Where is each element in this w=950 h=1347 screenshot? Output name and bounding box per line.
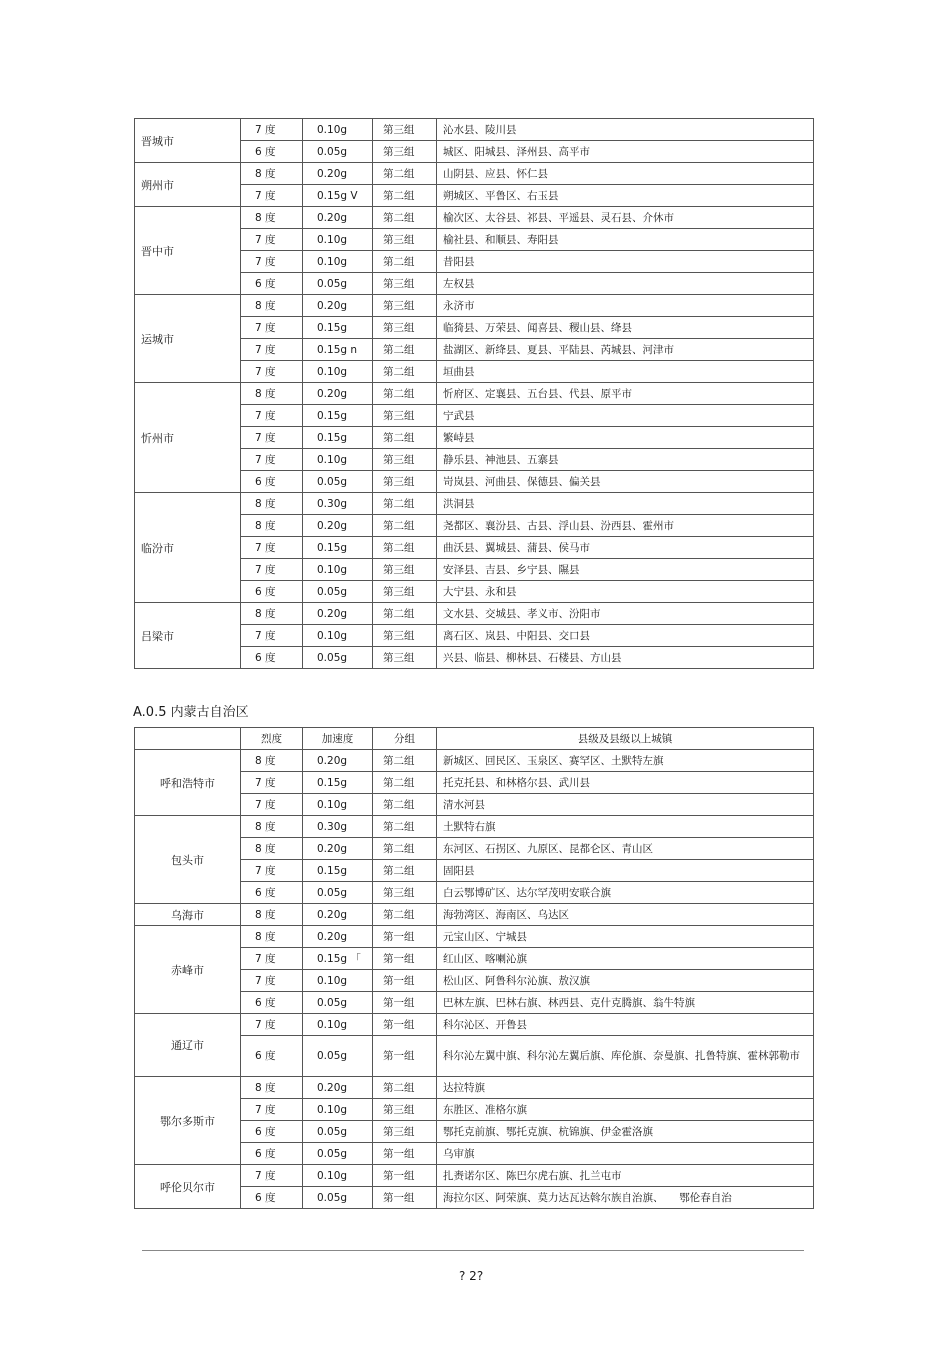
page-number: ? 2? (459, 1269, 484, 1283)
acceleration-cell: 0.05g (303, 273, 373, 295)
inner-mongolia-seismic-table (134, 727, 814, 1209)
counties-cell: 朔城区、平鲁区、右玉县 (437, 185, 814, 207)
counties-cell: 达拉特旗 (437, 1077, 814, 1099)
group-cell: 第一组 (373, 1036, 437, 1077)
group-cell: 第二组 (373, 750, 437, 772)
counties-cell: 固阳县 (437, 860, 814, 882)
group-cell: 第二组 (373, 383, 437, 405)
group-cell: 第二组 (373, 816, 437, 838)
intensity-cell: 6 度 (241, 1143, 303, 1165)
table-row (135, 1014, 814, 1036)
group-cell: 第三组 (373, 625, 437, 647)
counties-cell: 宁武县 (437, 405, 814, 427)
counties-cell: 文水县、交城县、孝义市、汾阳市 (437, 603, 814, 625)
acceleration-cell: 0.10g (303, 251, 373, 273)
table-row (135, 603, 814, 625)
counties-cell: 土默特右旗 (437, 816, 814, 838)
city-name: 晋中市 (135, 207, 241, 295)
acceleration-cell: 0.10g (303, 1014, 373, 1036)
counties-cell: 繁峙县 (437, 427, 814, 449)
group-cell: 第二组 (373, 603, 437, 625)
intensity-cell: 7 度 (241, 251, 303, 273)
counties-cell: 清水河县 (437, 794, 814, 816)
group-cell: 第二组 (373, 339, 437, 361)
table-row (135, 493, 814, 515)
table-row (135, 207, 814, 229)
acceleration-cell: 0.10g (303, 625, 373, 647)
city-name: 呼伦贝尔市 (135, 1165, 241, 1209)
acceleration-cell: 0.20g (303, 603, 373, 625)
group-cell: 第三组 (373, 229, 437, 251)
acceleration-cell: 0.20g (303, 750, 373, 772)
group-cell: 第二组 (373, 251, 437, 273)
intensity-cell: 8 度 (241, 838, 303, 860)
acceleration-cell: 0.15g V (303, 185, 373, 207)
group-cell: 第一组 (373, 992, 437, 1014)
intensity-cell: 8 度 (241, 603, 303, 625)
intensity-cell: 7 度 (241, 339, 303, 361)
group-cell: 第一组 (373, 970, 437, 992)
intensity-cell: 7 度 (241, 1099, 303, 1121)
group-cell: 第一组 (373, 1187, 437, 1209)
group-cell: 第三组 (373, 273, 437, 295)
counties-cell: 海勃湾区、海南区、乌达区 (437, 904, 814, 926)
acceleration-cell: 0.20g (303, 1077, 373, 1099)
acceleration-cell: 0.20g (303, 295, 373, 317)
group-cell: 第二组 (373, 772, 437, 794)
group-cell: 第二组 (373, 185, 437, 207)
counties-cell: 乌审旗 (437, 1143, 814, 1165)
counties-cell: 松山区、阿鲁科尔沁旗、敖汉旗 (437, 970, 814, 992)
acceleration-cell: 0.05g (303, 882, 373, 904)
city-name: 晋城市 (135, 119, 241, 163)
city-name: 忻州市 (135, 383, 241, 493)
group-cell: 第三组 (373, 1099, 437, 1121)
counties-cell: 大宁县、永和县 (437, 581, 814, 603)
group-cell: 第二组 (373, 361, 437, 383)
group-cell: 第三组 (373, 405, 437, 427)
intensity-cell: 7 度 (241, 1165, 303, 1187)
counties-cell: 静乐县、神池县、五寨县 (437, 449, 814, 471)
intensity-cell: 7 度 (241, 559, 303, 581)
header-acceleration: 加速度 (303, 728, 373, 750)
counties-cell: 洪洞县 (437, 493, 814, 515)
intensity-cell: 8 度 (241, 816, 303, 838)
table-row (135, 163, 814, 185)
group-cell: 第二组 (373, 493, 437, 515)
acceleration-cell: 0.05g (303, 1187, 373, 1209)
intensity-cell: 8 度 (241, 493, 303, 515)
city-name: 包头市 (135, 816, 241, 904)
acceleration-cell: 0.15g (303, 537, 373, 559)
city-name: 鄂尔多斯市 (135, 1077, 241, 1165)
table-row (135, 119, 814, 141)
counties-cell: 扎赉诺尔区、陈巴尔虎右旗、扎兰屯市 (437, 1165, 814, 1187)
intensity-cell: 6 度 (241, 1121, 303, 1143)
group-cell: 第三组 (373, 449, 437, 471)
table-row (135, 904, 814, 926)
counties-cell: 曲沃县、翼城县、蒲县、侯马市 (437, 537, 814, 559)
group-cell: 第三组 (373, 471, 437, 493)
city-name: 呼和浩特市 (135, 750, 241, 816)
acceleration-cell: 0.20g (303, 904, 373, 926)
counties-cell: 榆次区、太谷县、祁县、平遥县、灵石县、介休市 (437, 207, 814, 229)
acceleration-cell: 0.15g (303, 772, 373, 794)
counties-cell: 永济市 (437, 295, 814, 317)
city-name: 临汾市 (135, 493, 241, 603)
group-cell: 第三组 (373, 581, 437, 603)
acceleration-cell: 0.05g (303, 141, 373, 163)
group-cell: 第三组 (373, 647, 437, 669)
intensity-cell: 6 度 (241, 273, 303, 295)
acceleration-cell: 0.10g (303, 449, 373, 471)
group-cell: 第一组 (373, 1143, 437, 1165)
acceleration-cell: 0.10g (303, 361, 373, 383)
intensity-cell: 7 度 (241, 185, 303, 207)
counties-cell: 托克托县、和林格尔县、武川县 (437, 772, 814, 794)
group-cell: 第一组 (373, 948, 437, 970)
counties-cell: 山阴县、应县、怀仁县 (437, 163, 814, 185)
counties-cell: 离石区、岚县、中阳县、交口县 (437, 625, 814, 647)
acceleration-cell: 0.05g (303, 1121, 373, 1143)
group-cell: 第三组 (373, 559, 437, 581)
group-cell: 第三组 (373, 141, 437, 163)
intensity-cell: 6 度 (241, 141, 303, 163)
table-header-row (135, 728, 814, 750)
counties-cell: 科尔沁区、开鲁县 (437, 1014, 814, 1036)
acceleration-cell: 0.05g (303, 581, 373, 603)
group-cell: 第二组 (373, 207, 437, 229)
group-cell: 第一组 (373, 926, 437, 948)
group-cell: 第二组 (373, 163, 437, 185)
acceleration-cell: 0.15g (303, 860, 373, 882)
group-cell: 第二组 (373, 860, 437, 882)
table-row (135, 1077, 814, 1099)
acceleration-cell: 0.20g (303, 926, 373, 948)
footer-divider (142, 1250, 804, 1251)
acceleration-cell: 0.10g (303, 559, 373, 581)
intensity-cell: 8 度 (241, 163, 303, 185)
group-cell: 第一组 (373, 1014, 437, 1036)
acceleration-cell: 0.15g (303, 405, 373, 427)
city-name: 赤峰市 (135, 926, 241, 1014)
intensity-cell: 7 度 (241, 860, 303, 882)
shanxi-seismic-table (134, 118, 814, 669)
city-name: 运城市 (135, 295, 241, 383)
table-row (135, 750, 814, 772)
section-title: A.0.5 内蒙古自治区 (133, 705, 249, 720)
counties-cell: 昔阳县 (437, 251, 814, 273)
counties-cell: 临猗县、万荣县、闻喜县、稷山县、绛县 (437, 317, 814, 339)
table-row (135, 1165, 814, 1187)
intensity-cell: 6 度 (241, 471, 303, 493)
group-cell: 第三组 (373, 119, 437, 141)
intensity-cell: 8 度 (241, 207, 303, 229)
header-city (135, 728, 241, 750)
intensity-cell: 7 度 (241, 229, 303, 251)
counties-cell: 兴县、临县、柳林县、石楼县、方山县 (437, 647, 814, 669)
intensity-cell: 8 度 (241, 383, 303, 405)
intensity-cell: 6 度 (241, 882, 303, 904)
intensity-cell: 7 度 (241, 119, 303, 141)
group-cell: 第二组 (373, 904, 437, 926)
group-cell: 第二组 (373, 794, 437, 816)
intensity-cell: 7 度 (241, 794, 303, 816)
acceleration-cell: 0.20g (303, 383, 373, 405)
intensity-cell: 7 度 (241, 317, 303, 339)
header-intensity: 烈度 (241, 728, 303, 750)
acceleration-cell: 0.20g (303, 838, 373, 860)
acceleration-cell: 0.05g (303, 471, 373, 493)
acceleration-cell: 0.15g n (303, 339, 373, 361)
acceleration-cell: 0.30g (303, 816, 373, 838)
acceleration-cell: 0.30g (303, 493, 373, 515)
group-cell: 第三组 (373, 295, 437, 317)
acceleration-cell: 0.15g 「 (303, 948, 373, 970)
counties-cell: 巴林左旗、巴林右旗、林西县、克什克腾旗、翁牛特旗 (437, 992, 814, 1014)
counties-cell: 科尔沁左翼中旗、科尔沁左翼后旗、库伦旗、奈曼旗、扎鲁特旗、霍林郭勒市 (437, 1036, 814, 1077)
acceleration-cell: 0.15g (303, 427, 373, 449)
counties-cell: 忻府区、定襄县、五台县、代县、原平市 (437, 383, 814, 405)
counties-cell: 岢岚县、河曲县、保德县、偏关县 (437, 471, 814, 493)
group-cell: 第三组 (373, 882, 437, 904)
counties-cell: 左权县 (437, 273, 814, 295)
acceleration-cell: 0.20g (303, 163, 373, 185)
table-row (135, 926, 814, 948)
counties-cell: 城区、阳城县、泽州县、高平市 (437, 141, 814, 163)
group-cell: 第二组 (373, 537, 437, 559)
group-cell: 第三组 (373, 1121, 437, 1143)
counties-cell: 垣曲县 (437, 361, 814, 383)
acceleration-cell: 0.10g (303, 229, 373, 251)
acceleration-cell: 0.10g (303, 1099, 373, 1121)
city-name: 朔州市 (135, 163, 241, 207)
counties-cell: 鄂托克前旗、鄂托克旗、杭锦旗、伊金霍洛旗 (437, 1121, 814, 1143)
intensity-cell: 7 度 (241, 948, 303, 970)
counties-cell: 白云鄂博矿区、达尔罕茂明安联合旗 (437, 882, 814, 904)
acceleration-cell: 0.15g (303, 317, 373, 339)
group-cell: 第二组 (373, 1077, 437, 1099)
counties-cell: 东胜区、准格尔旗 (437, 1099, 814, 1121)
intensity-cell: 7 度 (241, 625, 303, 647)
group-cell: 第二组 (373, 427, 437, 449)
acceleration-cell: 0.20g (303, 207, 373, 229)
intensity-cell: 7 度 (241, 970, 303, 992)
counties-cell: 东河区、石拐区、九原区、昆都仑区、青山区 (437, 838, 814, 860)
acceleration-cell: 0.10g (303, 794, 373, 816)
table-row (135, 383, 814, 405)
city-name: 吕梁市 (135, 603, 241, 669)
intensity-cell: 8 度 (241, 904, 303, 926)
intensity-cell: 7 度 (241, 1014, 303, 1036)
header-group: 分组 (373, 728, 437, 750)
group-cell: 第二组 (373, 838, 437, 860)
intensity-cell: 8 度 (241, 750, 303, 772)
group-cell: 第一组 (373, 1165, 437, 1187)
intensity-cell: 7 度 (241, 537, 303, 559)
acceleration-cell: 0.05g (303, 647, 373, 669)
group-cell: 第三组 (373, 317, 437, 339)
city-name: 通辽市 (135, 1014, 241, 1077)
intensity-cell: 8 度 (241, 515, 303, 537)
intensity-cell: 6 度 (241, 1036, 303, 1077)
table-row (135, 295, 814, 317)
intensity-cell: 6 度 (241, 992, 303, 1014)
acceleration-cell: 0.05g (303, 1036, 373, 1077)
intensity-cell: 7 度 (241, 405, 303, 427)
intensity-cell: 6 度 (241, 1187, 303, 1209)
counties-cell: 红山区、喀喇沁旗 (437, 948, 814, 970)
counties-cell: 新城区、回民区、玉泉区、赛罕区、土默特左旗 (437, 750, 814, 772)
counties-cell: 海拉尔区、阿荣旗、莫力达瓦达斡尔族自治旗、 鄂伦春自治 (437, 1187, 814, 1209)
intensity-cell: 7 度 (241, 361, 303, 383)
intensity-cell: 6 度 (241, 581, 303, 603)
intensity-cell: 8 度 (241, 1077, 303, 1099)
acceleration-cell: 0.10g (303, 1165, 373, 1187)
table-row (135, 816, 814, 838)
acceleration-cell: 0.20g (303, 515, 373, 537)
counties-cell: 尧都区、襄汾县、古县、浮山县、汾西县、霍州市 (437, 515, 814, 537)
counties-cell: 榆社县、和顺县、寿阳县 (437, 229, 814, 251)
acceleration-cell: 0.10g (303, 970, 373, 992)
city-name: 乌海市 (135, 904, 241, 926)
counties-cell: 沁水县、陵川县 (437, 119, 814, 141)
intensity-cell: 7 度 (241, 427, 303, 449)
intensity-cell: 6 度 (241, 647, 303, 669)
counties-cell: 盐湖区、新绛县、夏县、平陆县、芮城县、河津市 (437, 339, 814, 361)
intensity-cell: 7 度 (241, 772, 303, 794)
counties-cell: 元宝山区、宁城县 (437, 926, 814, 948)
intensity-cell: 8 度 (241, 926, 303, 948)
intensity-cell: 7 度 (241, 449, 303, 471)
group-cell: 第二组 (373, 515, 437, 537)
acceleration-cell: 0.10g (303, 119, 373, 141)
header-counties: 县级及县级以上城镇 (437, 728, 814, 750)
acceleration-cell: 0.05g (303, 1143, 373, 1165)
acceleration-cell: 0.05g (303, 992, 373, 1014)
counties-cell: 安泽县、吉县、乡宁县、隰县 (437, 559, 814, 581)
intensity-cell: 8 度 (241, 295, 303, 317)
